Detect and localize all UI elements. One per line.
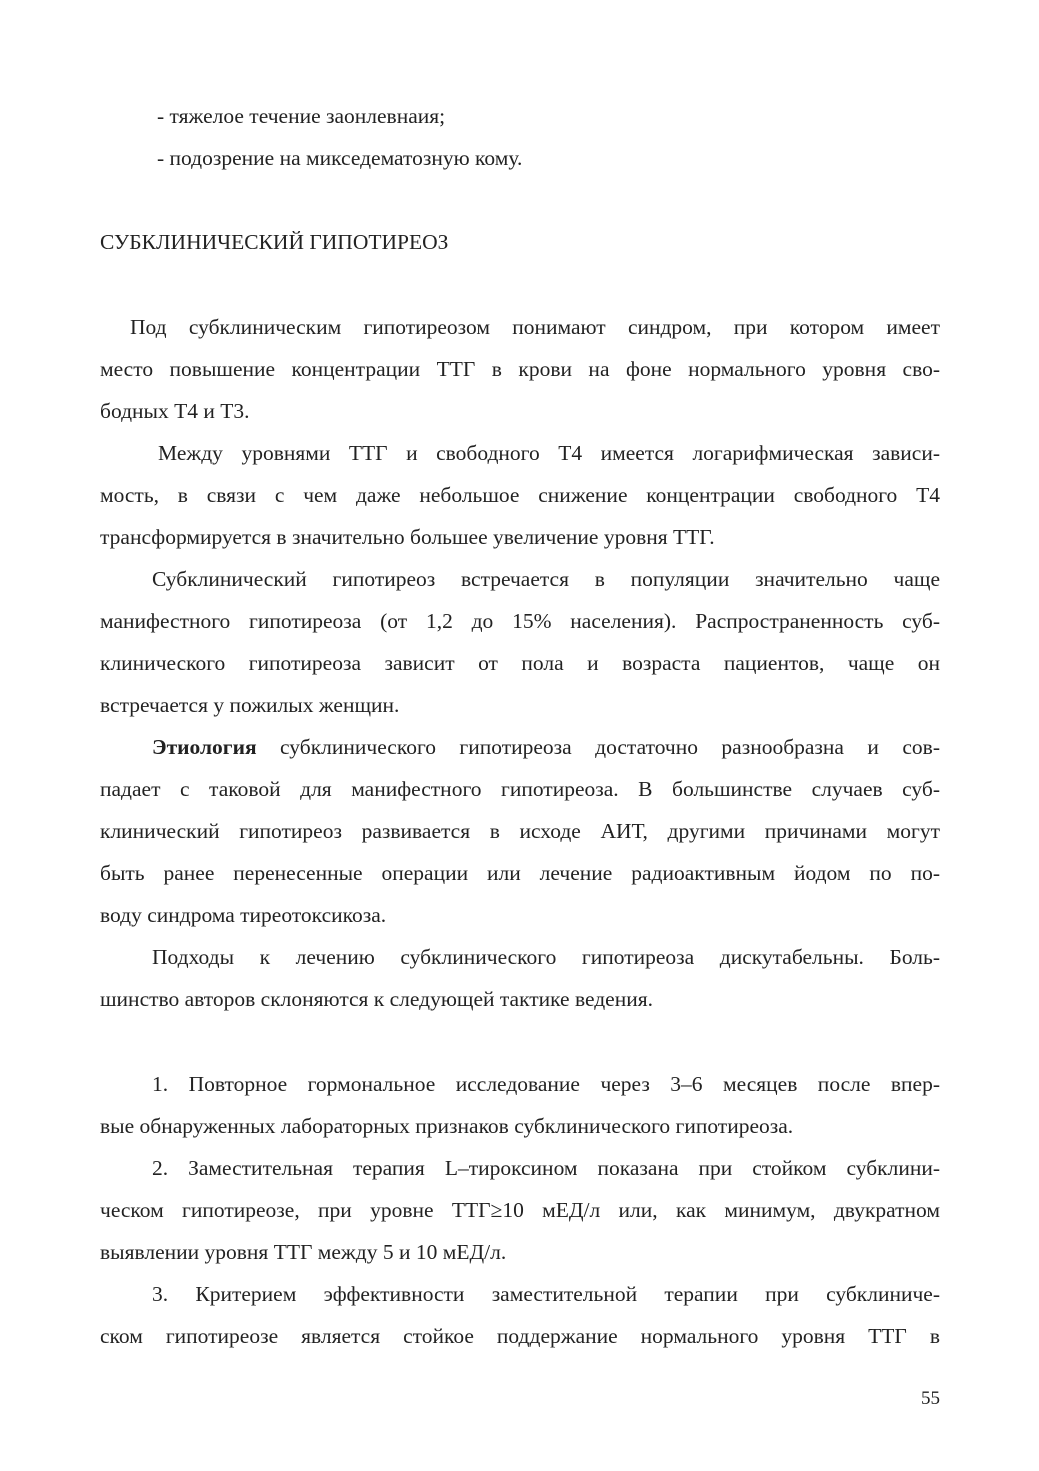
numbered-item-line: 3. Критерием эффективности заместительной терапии при субклиниче-	[152, 1282, 940, 1306]
paragraph-line: воду синдрома тиреотоксикоза.	[100, 903, 387, 927]
paragraph-line: клинического гипотиреоза зависит от пола и возраста пациентов, чаще он	[100, 651, 940, 675]
paragraph-line: быть ранее перенесенные операции или лечение радиоактивным йодом по по-	[100, 861, 940, 885]
bold-term: Этиология	[152, 735, 257, 759]
paragraph-text: субклинического гипотиреоза достаточно разнообразна и сов-	[256, 735, 940, 759]
paragraph-line: Между уровнями ТТГ и свободного Т4 имеется логарифмическая зависи-	[158, 441, 940, 465]
section-heading: СУБКЛИНИЧЕСКИЙ ГИПОТИРЕОЗ	[100, 230, 449, 254]
numbered-item-line: выявлении уровня ТТГ между 5 и 10 мЕД/л.	[100, 1240, 507, 1264]
paragraph-line: Субклинический гипотиреоз встречается в популяции значительно чаще	[152, 567, 940, 591]
paragraph-line: мость, в связи с чем даже небольшое снижение концентрации свободного Т4	[100, 483, 940, 507]
numbered-item-line: ческом гипотиреозе, при уровне ТТГ≥10 мЕД/л или, как минимум, двукратном	[100, 1198, 940, 1222]
paragraph-line: бодных Т4 и Т3.	[100, 399, 250, 423]
paragraph-line: шинство авторов склоняются к следующей тактике ведения.	[100, 987, 654, 1011]
paragraph-line: трансформируется в значительно большее увеличение уровня ТТГ.	[100, 525, 715, 549]
paragraph-line: падает с таковой для манифестного гипотиреоза. В большинстве случаев суб-	[100, 777, 940, 801]
numbered-item-line: 2. Заместительная терапия L–тироксином показана при стойком субклини-	[152, 1156, 940, 1180]
paragraph-line: манифестного гипотиреоза (от 1,2 до 15% населения). Распространенность суб-	[100, 609, 940, 633]
paragraph-line: клинический гипотиреоз развивается в исходе АИТ, другими причинами могут	[100, 819, 940, 843]
paragraph-line: Подходы к лечению субклинического гипотиреоза дискутабельны. Боль-	[152, 945, 940, 969]
paragraph-line: встречается у пожилых женщин.	[100, 693, 400, 717]
paragraph-line: Под субклиническим гипотиреозом понимают синдром, при котором имеет	[130, 315, 940, 339]
numbered-item-line: ском гипотиреозе является стойкое поддержание нормального уровня ТТГ в	[100, 1324, 940, 1348]
paragraph-line	[152, 732, 940, 762]
numbered-item-line: вые обнаруженных лабораторных признаков субклинического гипотиреоза.	[100, 1114, 794, 1138]
page-number: 55	[921, 1388, 940, 1409]
list-item: - тяжелое течение заонлевнаия;	[157, 104, 446, 128]
paragraph-line: место повышение концентрации ТТГ в крови на фоне нормального уровня сво-	[100, 357, 940, 381]
numbered-item-line: 1. Повторное гормональное исследование через 3–6 месяцев после впер-	[152, 1072, 940, 1096]
list-item: - подозрение на микседематозную кому.	[157, 146, 523, 170]
